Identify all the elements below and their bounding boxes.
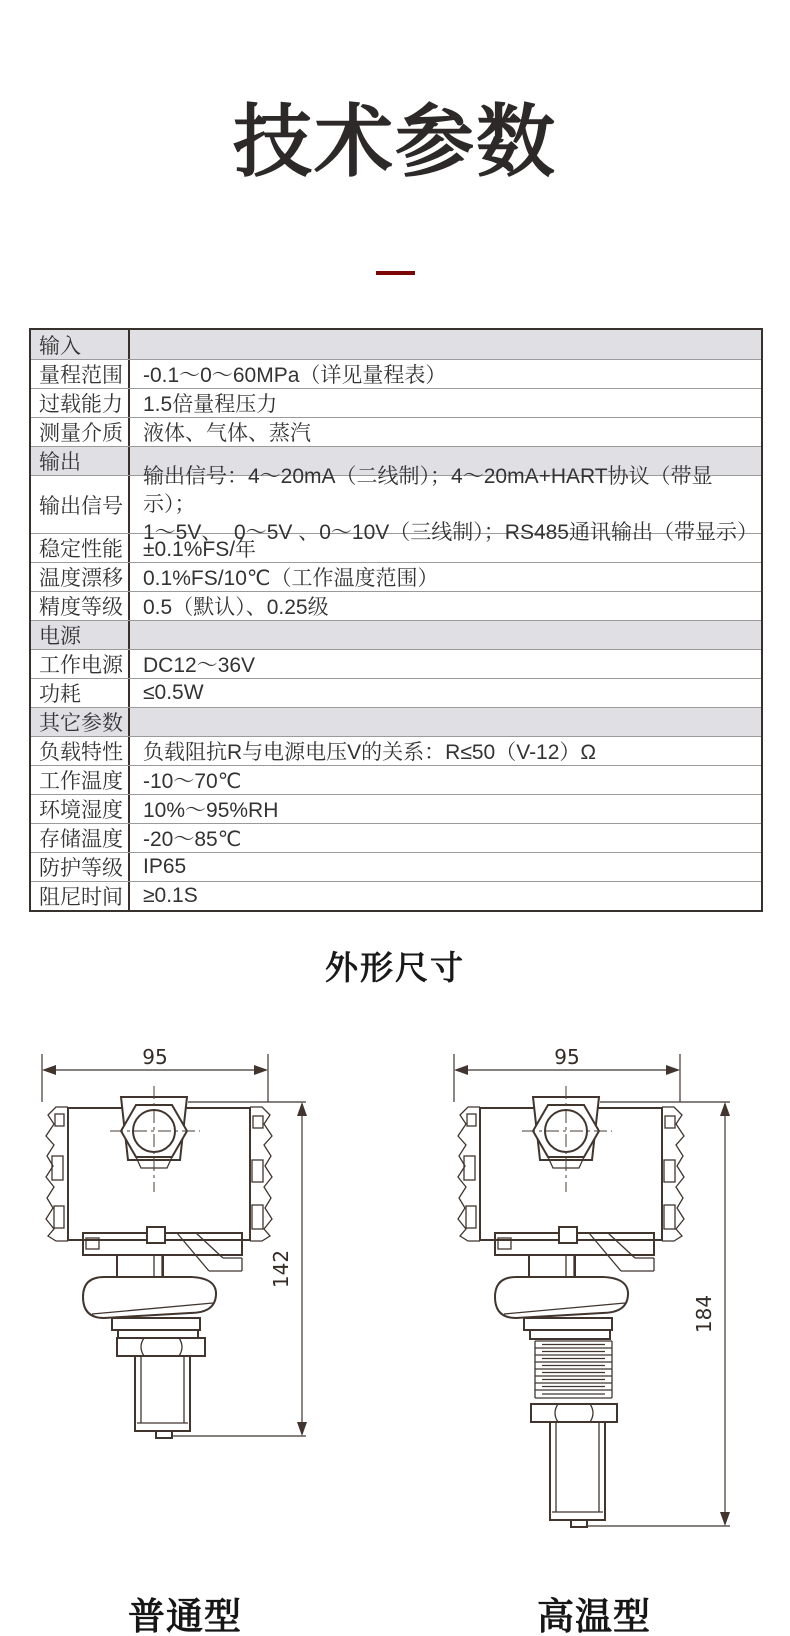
row-label: 防护等级 [31,853,130,881]
row-value: ±0.1%FS/年 [143,538,257,561]
row-value: 1.5倍量程压力 [143,393,278,416]
table-row [31,417,761,446]
table-section-row [31,330,761,359]
process-connection-normal [135,1356,190,1438]
outline-drawing-normal [42,1045,307,1438]
cable-gland-normal [110,1086,200,1192]
process-connection-high-temp [531,1404,617,1527]
section-label: 输入 [31,330,130,359]
row-value: 负载阻抗R与电源电压V的关系：R≤50（V-12）Ω [143,741,597,764]
table-row [31,794,761,823]
table-row [31,591,761,620]
row-label: 温度漂移 [31,563,130,591]
table-row [31,562,761,591]
row-label: 精度等级 [31,592,130,620]
dim-height-label-normal: 142 [269,1249,293,1289]
row-label: 量程范围 [31,360,130,388]
row-label: 负载特性 [31,737,130,765]
row-value [130,464,761,544]
height-dimension-normal [172,1102,307,1436]
table-row [31,359,761,388]
table-row [31,736,761,765]
width-dimension-high-temp [454,1045,680,1102]
row-label: 稳定性能 [31,534,130,562]
row-label: 测量介质 [31,418,130,446]
row-label: 环境湿度 [31,795,130,823]
section-heading: 外形尺寸 [325,949,465,986]
row-value-line2: 1～5V、 0～5V 、0～10V（三线制）；RS485通讯输出（带显示） [143,520,758,544]
row-value: -20～85℃ [143,828,242,851]
table-row [31,388,761,417]
row-value: 10%～95%RH [143,799,279,822]
row-label: 输出信号 [31,476,130,533]
table-row [31,823,761,852]
row-label: 功耗 [31,679,130,707]
row-value: 0.5（默认）、0.25级 [143,596,329,619]
sensor-body-normal [83,1277,216,1356]
caption-high-temp-type: 高温型 [537,1596,651,1636]
section-label: 输出 [31,447,130,475]
heat-sink-fins [535,1341,612,1398]
table-row [31,881,761,910]
row-label: 存储温度 [31,824,130,852]
section-label: 其它参数 [31,708,130,736]
table-row [31,533,761,562]
row-value: ≤0.5W [143,681,204,704]
spec-table [29,328,763,912]
table-section-row [31,620,761,649]
section-value [130,621,761,649]
row-label: 工作温度 [31,766,130,794]
row-label: 过载能力 [31,389,130,417]
dim-height-label-high-temp: 184 [692,1294,716,1334]
bracket-high-temp [495,1227,654,1280]
table-row [31,464,761,544]
row-value: IP65 [143,855,187,878]
dimension-drawings [0,1010,790,1570]
dim-width-label-normal: 95 [142,1045,168,1069]
section-value [130,330,761,359]
row-value: 液体、气体、蒸汽 [143,422,311,445]
row-label: 工作电源 [31,650,130,678]
row-value-line1: 输出信号：4～20mA（二线制）；4～20mA+HART协议（带显示）； [143,464,713,516]
width-dimension-normal [42,1045,268,1102]
row-label: 阻尼时间 [31,882,130,910]
row-value: -10～70℃ [143,770,242,793]
table-row [31,765,761,794]
sensor-body-high-temp [495,1277,628,1339]
table-row [31,678,761,707]
section-label: 电源 [31,621,130,649]
table-row [31,852,761,881]
row-value: -0.1～0～60MPa（详见量程表） [143,364,447,387]
height-dimension-high-temp [587,1102,730,1526]
row-value: 0.1%FS/10℃（工作温度范围） [143,567,439,590]
table-row [31,649,761,678]
accent-dash [376,271,415,275]
cable-gland-high-temp [522,1086,612,1192]
section-value [130,708,761,736]
table-section-row [31,707,761,736]
caption-normal-type: 普通型 [128,1596,242,1636]
row-value: DC12～36V [143,654,256,677]
row-value: ≥0.1S [143,884,198,907]
dim-width-label-high-temp: 95 [554,1045,580,1069]
bracket-normal [83,1227,242,1280]
outline-drawing-high-temp [454,1045,730,1527]
page-title: 技术参数 [233,97,557,186]
